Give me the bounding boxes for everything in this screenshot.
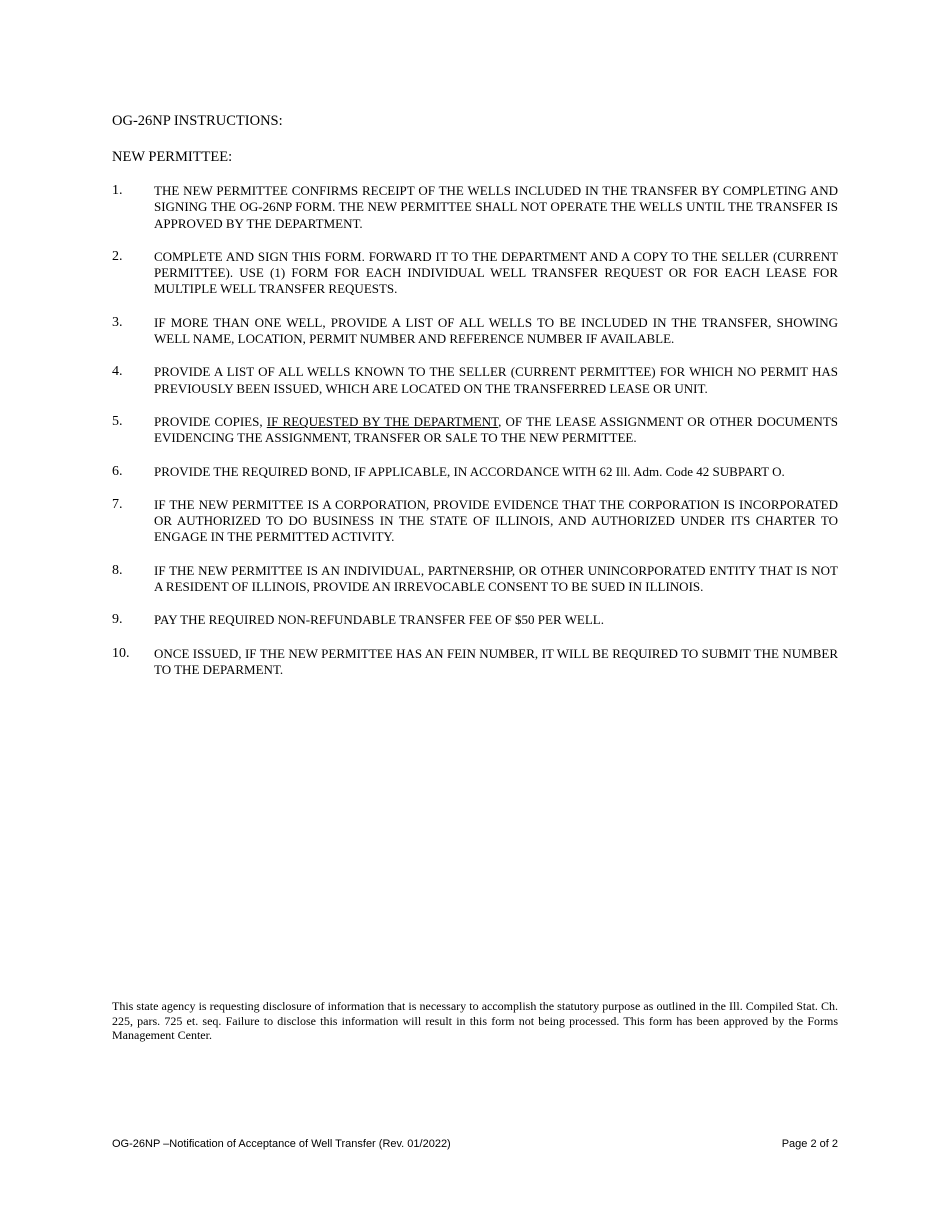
instruction-number: 10. xyxy=(112,645,130,661)
page-number: Page 2 of 2 xyxy=(781,1138,838,1150)
instruction-item xyxy=(112,464,838,480)
instruction-item xyxy=(112,364,838,397)
instruction-text xyxy=(154,414,838,447)
instruction-number: 3. xyxy=(112,314,123,330)
disclosure-statement: This state agency is requesting disclosure of information that is necessary to accomplish the statutory purpose as outlined in the Ill. Compiled Stat. Ch. 225, pars. 725 et. seq. Failure to disclose this information will result in this form not being processed. This form has been approved by the Forms Management Center. xyxy=(112,999,838,1043)
instruction-item xyxy=(112,315,838,348)
section-subheading: NEW PERMITTEE: xyxy=(112,149,233,165)
instruction-text: THE NEW PERMITTEE CONFIRMS RECEIPT OF THE WELLS INCLUDED IN THE TRANSFER BY COMPLETING AND SIGNING THE OG-26NP FORM. THE NEW PERMITTEE SHALL NOT OPERATE THE WELLS UNTIL THE TRANSFER IS APPROVED BY THE DEPARTMENT. xyxy=(154,183,838,231)
instruction-text: IF MORE THAN ONE WELL, PROVIDE A LIST OF ALL WELLS TO BE INCLUDED IN THE TRANSFER, SHOWING WELL NAME, LOCATION, PERMIT NUMBER AND REFERENCE NUMBER IF AVAILABLE. xyxy=(154,314,838,347)
instruction-text: IF THE NEW PERMITTEE IS A CORPORATION, PROVIDE EVIDENCE THAT THE CORPORATION IS INCORPORATED OR AUTHORIZED TO DO BUSINESS IN THE STATE OF ILLINOIS, AND AUTHORIZED UNDER ITS CHARTER TO ENGAGE IN THE PERMITTED ACTIVITY. xyxy=(154,496,838,545)
instruction-emphasis: IF REQUESTED BY THE DEPARTMENT xyxy=(266,413,499,429)
form-label: OG-26NP –Notification of Acceptance of Well Transfer (Rev. 01/2022) xyxy=(112,1138,451,1150)
instruction-item xyxy=(112,612,838,628)
instruction-number: 5. xyxy=(112,413,123,429)
instruction-number: 6. xyxy=(112,463,123,479)
instruction-text-part: PROVIDE COPIES, xyxy=(154,413,267,429)
instruction-text: IF THE NEW PERMITTEE IS AN INDIVIDUAL, PARTNERSHIP, OR OTHER UNINCORPORATED ENTITY THAT IS NOT A RESIDENT OF ILLINOIS, PROVIDE AN IRREVOCABLE CONSENT TO BE SUED IN ILLINOIS. xyxy=(154,562,838,595)
instruction-number: 7. xyxy=(112,496,123,512)
instruction-item xyxy=(112,563,838,596)
instruction-text: ONCE ISSUED, IF THE NEW PERMITTEE HAS AN FEIN NUMBER, IT WILL BE REQUIRED TO SUBMIT THE NUMBER TO THE DEPARMENT. xyxy=(154,645,838,677)
instruction-text-part: , OF THE LEASE ASSIGNMENT OR OTHER DOCUMENTS EVIDENCING THE ASSIGNMENT, TRANSFER OR SALE TO THE NEW PERMITTEE. xyxy=(154,413,838,446)
instruction-item xyxy=(112,183,838,232)
instruction-text: PAY THE REQUIRED NON-REFUNDABLE TRANSFER FEE OF $50 PER WELL. xyxy=(154,612,604,628)
instruction-item xyxy=(112,497,838,546)
instruction-text: PROVIDE A LIST OF ALL WELLS KNOWN TO THE SELLER (CURRENT PERMITTEE) FOR WHICH NO PERMIT HAS PREVIOUSLY BEEN ISSUED, WHICH ARE LOCATED ON THE TRANSFERRED LEASE OR UNIT. xyxy=(154,364,838,396)
instruction-item xyxy=(112,414,838,447)
instruction-number: 9. xyxy=(112,612,123,628)
instruction-number: 2. xyxy=(112,248,123,264)
instruction-number: 4. xyxy=(112,364,123,380)
page-footer xyxy=(112,1137,838,1151)
instruction-item xyxy=(112,249,838,298)
instruction-number: 1. xyxy=(112,183,123,198)
page-title: OG-26NP INSTRUCTIONS: xyxy=(112,113,283,129)
instruction-text: COMPLETE AND SIGN THIS FORM. FORWARD IT TO THE DEPARTMENT AND A COPY TO THE SELLER (CURRENT PERMITTEE). USE (1) FORM FOR EACH INDIVIDUAL WELL TRANSFER REQUEST OR FOR EACH LEASE FOR MULTIPLE WELL TRANSFER REQUESTS. xyxy=(154,248,838,297)
instructions-list xyxy=(112,183,838,678)
instruction-item xyxy=(112,646,838,679)
instruction-text: PROVIDE THE REQUIRED BOND, IF APPLICABLE, IN ACCORDANCE WITH 62 Ill. Adm. Code 42 SUBPART O. xyxy=(154,463,785,479)
instruction-number: 8. xyxy=(112,562,123,578)
